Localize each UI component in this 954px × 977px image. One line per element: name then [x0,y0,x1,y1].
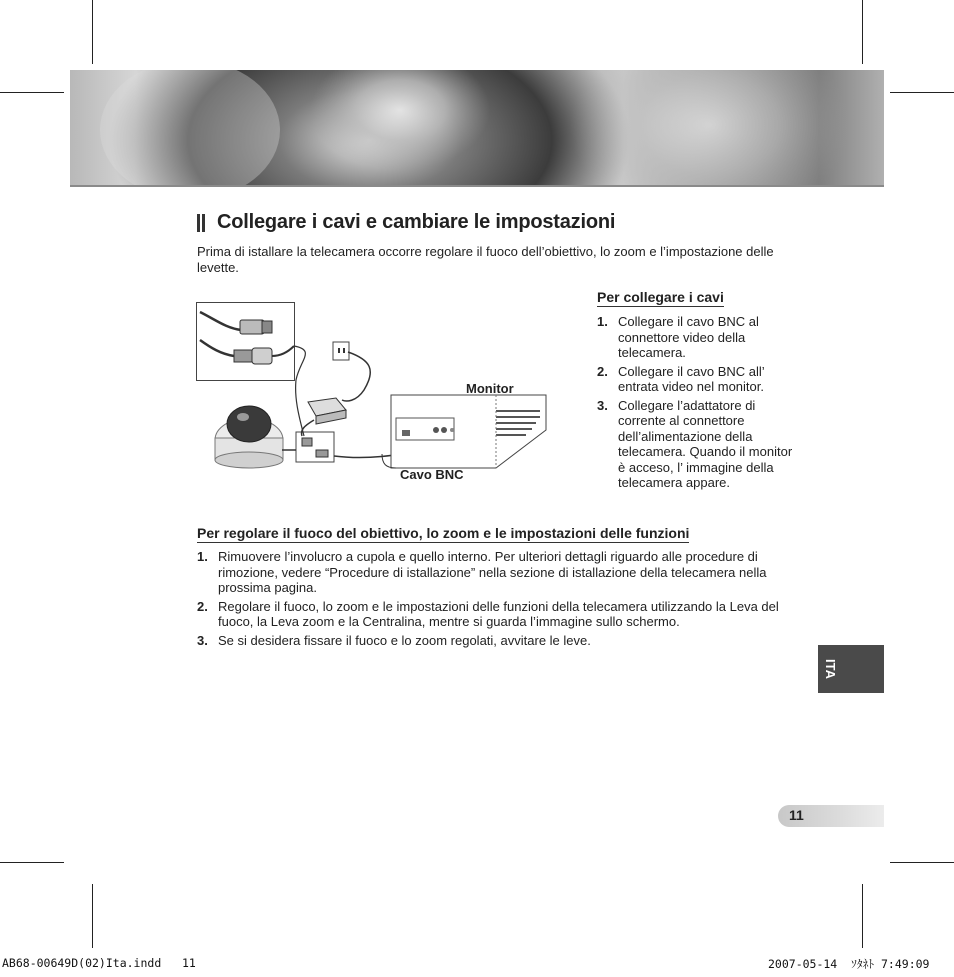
step-text: Collegare il cavo BNC al connettore video della telecamera. [618,314,759,360]
title-bullet-icon [197,214,205,232]
crop-mark [92,0,93,64]
connection-diagram [196,290,586,500]
crop-mark [0,862,64,863]
focus-steps [197,549,797,651]
monitor-icon [391,395,546,468]
monitor-label: Monitor [466,381,514,396]
page-title-text: Collegare i cavi e cambiare le impostazioni [217,211,616,233]
step-number: 3. [197,632,208,648]
crop-mark [890,92,954,93]
page-number: 11 [789,807,804,823]
list-item [197,633,797,649]
language-tab-label: ITA [823,659,838,679]
slug-file: AB68-00649D(02)Ita.indd 11 [2,956,196,970]
lens-image [70,70,884,187]
crop-mark [92,884,93,948]
cables-heading: Per collegare i cavi [597,289,724,305]
language-tab [818,645,884,693]
step-number: 2. [197,598,208,614]
cable-label: Cavo BNC [400,467,464,482]
cables-steps [597,314,797,494]
crop-mark [862,884,863,948]
crop-mark [890,862,954,863]
header-banner [70,70,884,187]
step-text: Se si desidera fissare il fuoco e lo zoom regolati, avvitare le leve. [218,632,591,648]
list-item [597,314,797,361]
slug-timestamp: 2007-05-14 ｿﾀﾈﾄ 7:49:09 [768,957,930,971]
dome-camera-icon [215,406,283,468]
intro-paragraph: Prima di istallare la telecamera occorre regolare il fuoco dell’obiettivo, lo zoom e l’impostazione delle levette. [197,244,774,275]
crop-mark [0,92,64,93]
step-number: 1. [597,314,608,329]
list-item [197,549,797,596]
page-title [197,211,615,234]
crop-mark [862,0,863,64]
step-text: Regolare il fuoco, lo zoom e le impostazioni delle funzioni della telecamera utilizzando la Leva del fuoco, la Leva zoom e la Centralina, mentre si guarda l’immagine sullo schermo. [218,598,779,629]
focus-heading: Per regolare il fuoco del obiettivo, lo zoom e le impostazioni delle funzioni [197,525,690,541]
step-number: 2. [597,363,608,379]
banner-rule [70,185,884,187]
step-number: 1. [197,549,208,564]
step-text: Rimuovere l’involucro a cupola e quello interno. Per ulteriori dettagli riguardo alle procedure di rimozione, vedere “Procedure di istallazione” nella sezione di istallazione della telecamera nella prossima pagina. [218,549,767,595]
connection-illustration [196,290,586,500]
list-item [197,599,797,630]
step-text: Collegare l’adattatore di corrente al connettore dell’alimentazione della telecamera. Quando il monitor è acceso, l’ immagine della telecamera appare. [618,397,793,490]
list-item [597,364,797,395]
wall-socket-icon [333,342,349,360]
step-text: Collegare il cavo BNC all’ entrata video nel monitor. [618,363,765,394]
list-item [597,398,797,491]
step-number: 3. [597,397,608,413]
